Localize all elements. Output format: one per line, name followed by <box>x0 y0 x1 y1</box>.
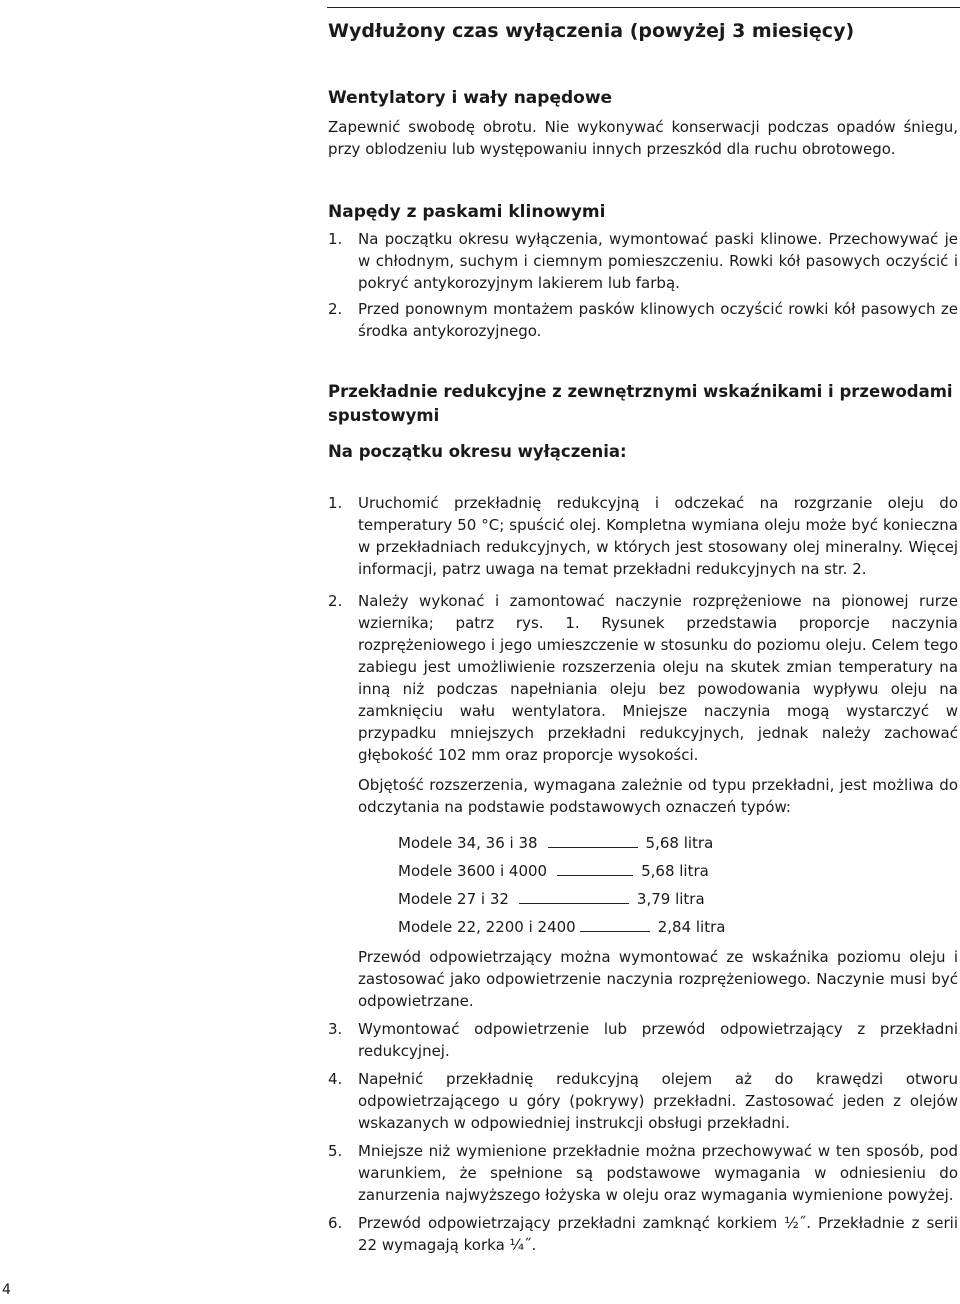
list-paragraph: Przewód odpowietrzający można wymontować ze wskaźnika poziomu oleju i zastosować jako odpowietrzenie naczynia rozprężeniowego. Naczynie musi być odpowietrzane. <box>358 948 958 1010</box>
list-text: Wymontować odpowietrzenie lub przewód odpowietrzający z przekładni redukcyjnej. <box>358 1020 958 1060</box>
model-name: Modele 22, 2200 i 2400 <box>398 918 576 936</box>
list-number: 1. <box>328 494 343 512</box>
list-item <box>328 1140 958 1206</box>
model-row <box>398 882 958 910</box>
leader-line <box>548 847 638 848</box>
model-name: Modele 3600 i 4000 <box>398 862 548 880</box>
leader-line <box>519 903 629 904</box>
list-number: 2. <box>328 592 343 610</box>
list-text: Napełnić przekładnię redukcyjną olejem aż do krawędzi otworu odpowietrzającego u góry (pokrywy) przekładni. Zastosować jeden z olejów wskazanych w odpowiedniej instrukcji obsługi przekładni. <box>358 1070 958 1132</box>
model-name: Modele 34, 36 i 38 <box>398 834 538 852</box>
page-number: 4 <box>2 1282 11 1298</box>
model-volume-table <box>398 826 958 938</box>
list-item <box>328 1018 958 1062</box>
model-volume: 5,68 litra <box>645 834 714 852</box>
section-heading-reducers: Przekładnie redukcyjne z zewnętrznymi wskaźnikami i przewodami spustowymi <box>328 382 953 425</box>
top-rule <box>327 7 960 8</box>
list-text: Na początku okresu wyłączenia, wymontować paski klinowe. Przechowywać je w chłodnym, suchym i ciemnym pomieszczeniu. Rowki kół pasowych oczyścić i pokryć antykorozyjnym lakierem lub farbą. <box>358 230 958 292</box>
model-row <box>398 910 958 938</box>
list-text: Przed ponownym montażem pasków klinowych oczyścić rowki kół pasowych ze środka antykorozyjnego. <box>358 300 958 340</box>
model-row <box>398 854 958 882</box>
list-item <box>328 1212 958 1256</box>
list-item <box>328 298 958 342</box>
model-name: Modele 27 i 32 <box>398 890 509 908</box>
list-number: 2. <box>328 300 343 318</box>
leader-line <box>580 931 650 932</box>
list-paragraph: Objętość rozszerzenia, wymagana zależnie od typu przekładni, jest możliwa do odczytania na podstawie podstawowych oznaczeń typów: <box>358 776 958 816</box>
list-number: 3. <box>328 1020 343 1038</box>
list-item <box>328 228 958 294</box>
model-volume: 5,68 litra <box>641 862 709 880</box>
page-title: Wydłużony czas wyłączenia (powyżej 3 miesięcy) <box>328 20 855 42</box>
list-number: 6. <box>328 1214 343 1232</box>
section-subheading: Na początku okresu wyłączenia: <box>328 442 627 461</box>
list-text: Uruchomić przekładnię redukcyjną i odczekać na rozgrzanie oleju do temperatury 50 °C; spuścić olej. Kompletna wymiana oleju może być konieczna w przekładniach redukcyjnych, w których jest stosowany olej mineralny. Więcej informacji, patrz uwaga na temat przekładni redukcyjnych na str. 2. <box>358 494 958 578</box>
list-number: 5. <box>328 1142 343 1160</box>
section-heading-vbelts: Napędy z paskami klinowymi <box>328 202 606 222</box>
list-item <box>328 590 958 1012</box>
list-item <box>328 492 958 580</box>
list-paragraph: Należy wykonać i zamontować naczynie rozprężeniowe na pionowej rurze wziernika; patrz rys. 1. Rysunek przedstawia proporcje naczynia rozprężeniowego i jego umieszczenie w stosunku do poziomu oleju. Celem tego zabiegu jest umożliwienie rozszerzenia oleju na skutek zmian temperatury na inną niż podczas napełniania oleju bez powodowania wypływu oleju na zamknięciu wału wentylatora. Mniejsze naczynia mogą wystarczyć w przypadku mniejszych przekładni redukcyjnych, jednak należy zachować głębokość 102 mm oraz proporcje wysokości. <box>358 592 958 764</box>
model-volume: 3,79 litra <box>636 890 705 908</box>
list-item <box>328 1068 958 1134</box>
list-number: 1. <box>328 230 343 248</box>
list-text: Przewód odpowietrzający przekładni zamknąć korkiem ½˝. Przekładnie z serii 22 wymagają korka ¼˝. <box>358 1214 958 1254</box>
leader-line <box>557 875 633 876</box>
model-row <box>398 826 958 854</box>
list-number: 4. <box>328 1070 343 1088</box>
document-page <box>328 18 958 1256</box>
list-text: Mniejsze niż wymienione przekładnie można przechowywać w ten sposób, pod warunkiem, że spełnione są podstawowe wymagania w odniesieniu do zanurzenia najwyższego łożyska w oleju oraz wymagania wymienione powyżej. <box>358 1142 958 1204</box>
section-heading-fans: Wentylatory i wały napędowe <box>328 88 613 108</box>
model-volume: 2,84 litra <box>657 918 726 936</box>
section-text-fans: Zapewnić swobodę obrotu. Nie wykonywać konserwacji podczas opadów śniegu, przy oblodzeniu lub występowaniu innych przeszkód dla ruchu obrotowego. <box>328 118 958 158</box>
